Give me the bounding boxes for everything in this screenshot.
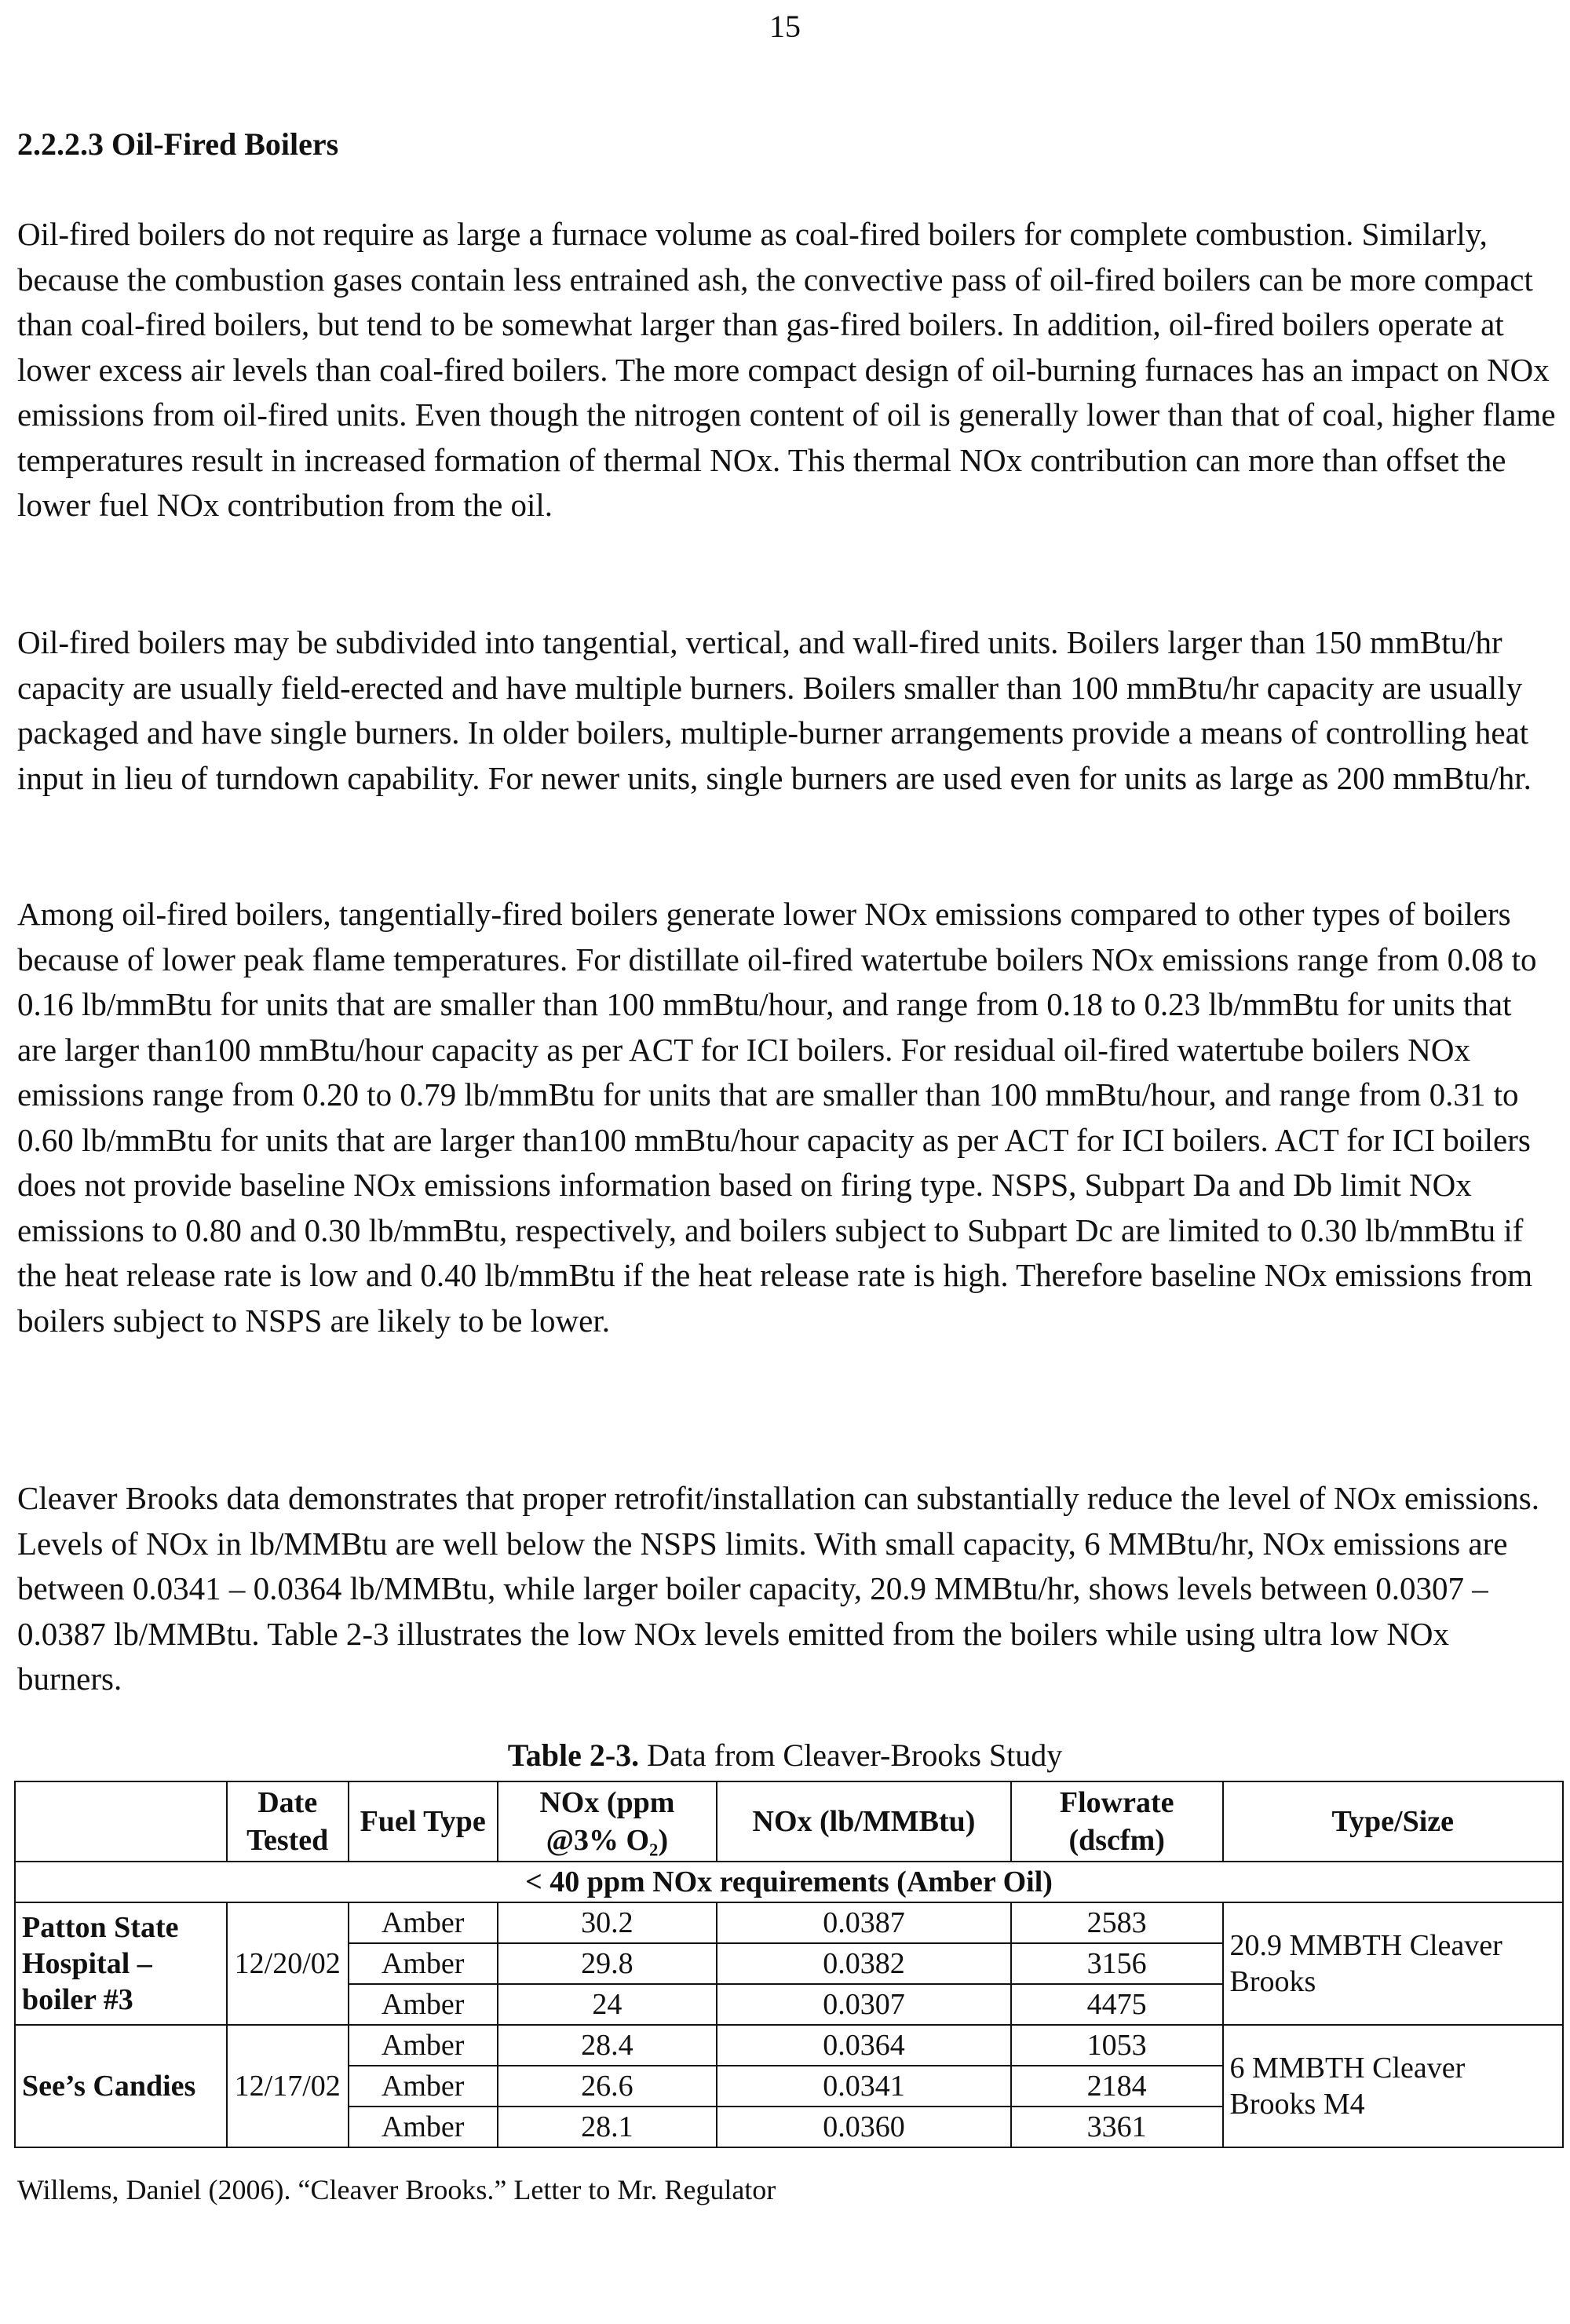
table-row: [15, 2025, 1563, 2066]
table-header-row: [15, 1781, 1563, 1862]
type-size-cell: 6 MMBTH Cleaver Brooks M4: [1223, 2025, 1563, 2147]
header-nox-lb-mmbtu: NOx (lb/MMBtu): [717, 1781, 1011, 1862]
nox-lb-cell: 0.0307: [717, 1984, 1011, 2025]
paragraph-boiler-subdivision: Oil-fired boilers may be subdivided into tangential, vertical, and wall-fired units. Boilers larger than 150 mmBtu/hr capacity are usually field-erected and have multiple burners. Boilers smaller than 100 mmBtu/hr capacity are usually packaged and have single burners. In older boilers, multiple-burner arrangements provide a means of controlling heat input in lieu of turndown capability. For newer units, single burners are used even for units as large as 200 mmBtu/hr.: [17, 624, 1532, 796]
table-source-note: Willems, Daniel (2006). “Cleaver Brooks.” Letter to Mr. Regulator: [17, 2174, 776, 2205]
flowrate-cell: 2184: [1011, 2066, 1223, 2107]
header-fuel-type: Fuel Type: [349, 1781, 498, 1862]
header-flowrate: Flowrate (dscfm): [1011, 1781, 1223, 1862]
nox-ppm-cell: 29.8: [498, 1943, 717, 1984]
cleaver-brooks-data-table: [14, 1781, 1564, 2148]
table-row: [15, 1902, 1563, 1943]
fuel-cell: Amber: [349, 2025, 498, 2066]
nox-lb-cell: 0.0387: [717, 1902, 1011, 1943]
date-cell: 12/17/02: [227, 2025, 349, 2147]
date-cell: 12/20/02: [227, 1902, 349, 2025]
site-cell: Patton State Hospital – boiler #3: [15, 1902, 227, 2025]
nox-lb-cell: 0.0364: [717, 2025, 1011, 2066]
flowrate-cell: 1053: [1011, 2025, 1223, 2066]
nox-ppm-cell: 26.6: [498, 2066, 717, 2107]
nox-lb-cell: 0.0360: [717, 2107, 1011, 2147]
nox-ppm-cell: 30.2: [498, 1902, 717, 1943]
fuel-cell: Amber: [349, 2066, 498, 2107]
header-site: [15, 1781, 227, 1862]
flowrate-cell: 3361: [1011, 2107, 1223, 2147]
table-caption-text: Data from Cleaver-Brooks Study: [647, 1738, 1063, 1773]
header-date-tested: Date Tested: [227, 1781, 349, 1862]
table-caption: [0, 1737, 1570, 1774]
table-subheader: < 40 ppm NOx requirements (Amber Oil): [15, 1862, 1563, 1902]
table-subheader-row: [15, 1862, 1563, 1902]
flowrate-cell: 2583: [1011, 1902, 1223, 1943]
fuel-cell: Amber: [349, 1902, 498, 1943]
fuel-cell: Amber: [349, 2107, 498, 2147]
header-nox-ppm: NOx (ppm @3% O₂): [498, 1781, 717, 1862]
flowrate-cell: 4475: [1011, 1984, 1223, 2025]
nox-lb-cell: 0.0382: [717, 1943, 1011, 1984]
type-size-cell: 20.9 MMBTH Cleaver Brooks: [1223, 1902, 1563, 2025]
table-caption-label: Table 2-3.: [507, 1738, 640, 1773]
header-type-size: Type/Size: [1223, 1781, 1563, 1862]
paragraph-nox-emission-ranges: Among oil-fired boilers, tangentially-fired boilers generate lower NOx emissions compared to other types of boilers because of lower peak flame temperatures. For distillate oil-fired watertube boilers NOx emissions range from 0.08 to 0.16 lb/mmBtu for units that are smaller than 100 mmBtu/hour, and range from 0.18 to 0.23 lb/mmBtu for units that are larger than100 mmBtu/hour capacity as per ACT for ICI boilers. For residual oil-fired watertube boilers NOx emissions range from 0.20 to 0.79 lb/mmBtu for units that are smaller than 100 mmBtu/hour, and range from 0.31 to 0.60 lb/mmBtu for units that are larger than100 mmBtu/hour capacity as per ACT for ICI boilers. ACT for ICI boilers does not provide baseline NOx emissions information based on firing type. NSPS, Subpart Da and Db limit NOx emissions to 0.80 and 0.30 lb/mmBtu, respectively, and boilers subject to Subpart Dc are limited to 0.30 lb/mmBtu if the heat release rate is low and 0.40 lb/mmBtu if the heat release rate is high. Therefore baseline NOx emissions from boilers subject to NSPS are likely to be lower.: [17, 896, 1537, 1339]
flowrate-cell: 3156: [1011, 1943, 1223, 1984]
paragraph-oil-fired-overview: Oil-fired boilers do not require as large a furnace volume as coal-fired boilers for complete combustion. Similarly, because the combustion gases contain less entrained ash, the convective pass of oil-fired boilers can be more compact than coal-fired boilers, but tend to be somewhat larger than gas-fired boilers. In addition, oil-fired boilers operate at lower excess air levels than coal-fired boilers. The more compact design of oil-burning furnaces has an impact on NOx emissions from oil-fired units. Even though the nitrogen content of oil is generally lower than that of coal, higher flame temperatures result in increased formation of thermal NOx. This thermal NOx contribution can more than offset the lower fuel NOx contribution from the oil.: [17, 216, 1556, 523]
nox-ppm-cell: 28.4: [498, 2025, 717, 2066]
fuel-cell: Amber: [349, 1943, 498, 1984]
fuel-cell: Amber: [349, 1984, 498, 2025]
nox-ppm-cell: 24: [498, 1984, 717, 2025]
page-number: 15: [769, 9, 801, 44]
nox-lb-cell: 0.0341: [717, 2066, 1011, 2107]
site-cell: See’s Candies: [15, 2025, 227, 2147]
paragraph-cleaver-brooks-data: Cleaver Brooks data demonstrates that proper retrofit/installation can substantially reduce the level of NOx emissions. Levels of NOx in lb/MMBtu are well below the NSPS limits. With small capacity, 6 MMBtu/hr, NOx emissions are between 0.0341 – 0.0364 lb/MMBtu, while larger boiler capacity, 20.9 MMBtu/hr, shows levels between 0.0307 – 0.0387 lb/MMBtu. Table 2-3 illustrates the low NOx levels emitted from the boilers while using ultra low NOx burners.: [17, 1480, 1539, 1697]
section-heading: 2.2.2.3 Oil-Fired Boilers: [17, 126, 339, 162]
nox-ppm-cell: 28.1: [498, 2107, 717, 2147]
